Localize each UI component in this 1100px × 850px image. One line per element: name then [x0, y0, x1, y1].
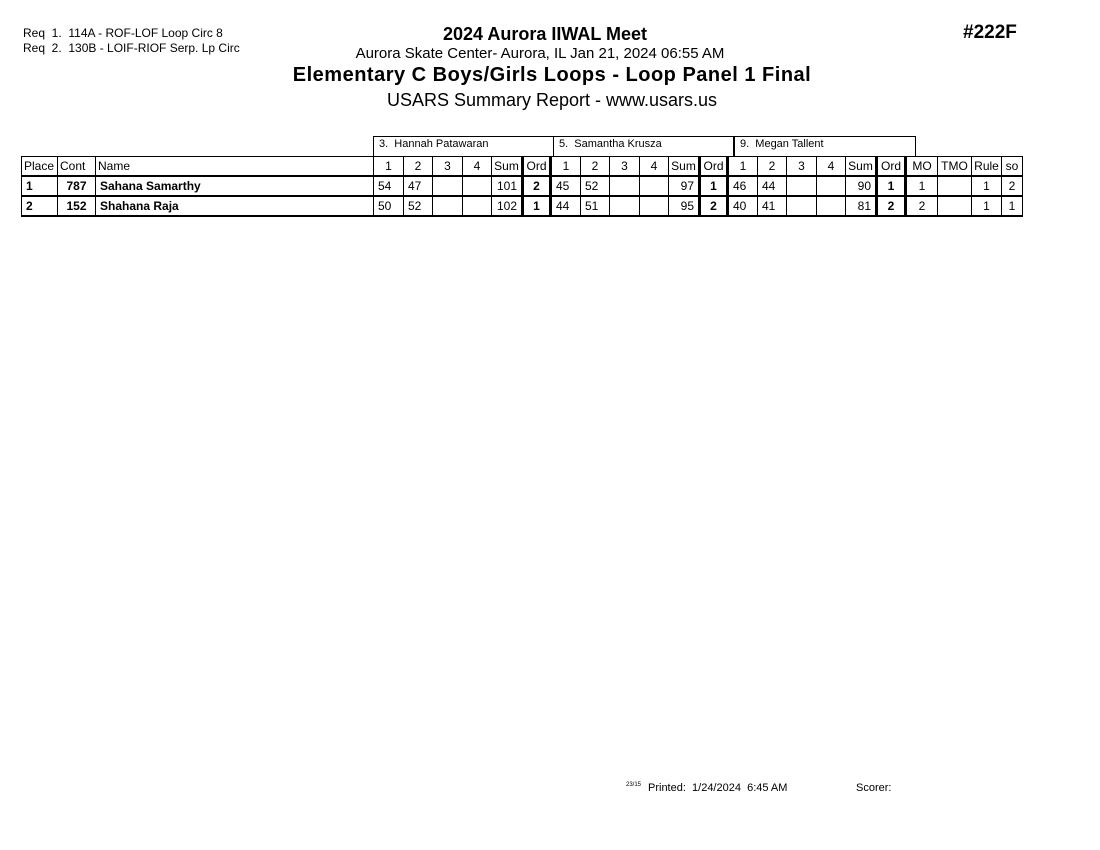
- table-row: [22, 196, 1023, 216]
- col-j2-ord: Ord: [700, 157, 728, 177]
- col-j1-1: 1: [374, 157, 404, 177]
- ord-cell: 1: [877, 176, 906, 196]
- score-cell: [640, 176, 669, 196]
- score-cell: [463, 176, 492, 196]
- meet-subtitle: Aurora Skate Center- Aurora, IL Jan 21, 2024 06:55 AM: [355, 45, 725, 62]
- meet-title: 2024 Aurora IIWAL Meet: [442, 24, 648, 44]
- ord-cell: 2: [877, 196, 906, 216]
- sum-cell: 102: [492, 196, 523, 216]
- tmo-cell: [938, 196, 972, 216]
- score-cell: [610, 176, 640, 196]
- name-cell: Sahana Samarthy: [96, 176, 374, 196]
- rule-cell: 1: [972, 196, 1002, 216]
- sum-cell: 95: [669, 196, 700, 216]
- score-cell: [640, 196, 669, 216]
- mo-cell: 1: [906, 176, 938, 196]
- col-mo: MO: [906, 157, 938, 177]
- col-j1-sum: Sum: [492, 157, 523, 177]
- col-j2-3: 3: [610, 157, 640, 177]
- sum-cell: 81: [846, 196, 877, 216]
- judge-3-header: 9. Megan Tallent: [734, 136, 916, 156]
- score-cell: [817, 196, 846, 216]
- cont-cell: 152: [58, 196, 96, 216]
- score-cell: 51: [581, 196, 610, 216]
- sum-cell: 90: [846, 176, 877, 196]
- mo-cell: 2: [906, 196, 938, 216]
- judge-1-header: 3. Hannah Patawaran: [373, 136, 554, 156]
- col-so: so: [1002, 157, 1023, 177]
- requirement-1: Req 1. 114A - ROF-LOF Loop Circ 8: [23, 26, 223, 40]
- place-cell: 1: [22, 176, 58, 196]
- col-tmo: TMO: [938, 157, 972, 177]
- col-j2-4: 4: [640, 157, 669, 177]
- col-j2-2: 2: [581, 157, 610, 177]
- col-place: Place: [22, 157, 58, 177]
- col-j3-3: 3: [787, 157, 817, 177]
- cont-cell: 787: [58, 176, 96, 196]
- score-cell: [787, 196, 817, 216]
- score-cell: 44: [758, 176, 787, 196]
- col-j3-4: 4: [817, 157, 846, 177]
- score-cell: 45: [551, 176, 581, 196]
- col-j3-2: 2: [758, 157, 787, 177]
- so-cell: 2: [1002, 176, 1023, 196]
- score-cell: [463, 196, 492, 216]
- col-cont: Cont: [58, 157, 96, 177]
- tmo-cell: [938, 176, 972, 196]
- so-cell: 1: [1002, 196, 1023, 216]
- score-cell: 44: [551, 196, 581, 216]
- place-cell: 2: [22, 196, 58, 216]
- sum-cell: 101: [492, 176, 523, 196]
- score-cell: [610, 196, 640, 216]
- ord-cell: 1: [700, 176, 728, 196]
- score-cell: 54: [374, 176, 404, 196]
- printed-timestamp: Printed: 1/24/2024 6:45 AM: [648, 782, 788, 794]
- score-cell: 41: [758, 196, 787, 216]
- ord-cell: 1: [523, 196, 551, 216]
- judge-2-header: 5. Samantha Krusza: [553, 136, 734, 156]
- score-cell: 52: [581, 176, 610, 196]
- rule-cell: 1: [972, 176, 1002, 196]
- col-rule: Rule: [972, 157, 1002, 177]
- col-name: Name: [96, 157, 374, 177]
- col-j1-4: 4: [463, 157, 492, 177]
- ord-cell: 2: [523, 176, 551, 196]
- col-j1-2: 2: [404, 157, 433, 177]
- col-j2-sum: Sum: [669, 157, 700, 177]
- col-j3-sum: Sum: [846, 157, 877, 177]
- requirement-2: Req 2. 130B - LOIF-RIOF Serp. Lp Circ: [23, 41, 240, 55]
- score-cell: [787, 176, 817, 196]
- name-cell: Shahana Raja: [96, 196, 374, 216]
- score-cell: [433, 176, 463, 196]
- score-cell: 46: [728, 176, 758, 196]
- table-row: [22, 176, 1023, 196]
- col-j2-1: 1: [551, 157, 581, 177]
- score-cell: 52: [404, 196, 433, 216]
- footer-code: 23/15: [626, 782, 642, 788]
- event-title: Elementary C Boys/Girls Loops - Loop Panel 1 Final: [292, 64, 812, 86]
- score-cell: [817, 176, 846, 196]
- col-j3-1: 1: [728, 157, 758, 177]
- col-j3-ord: Ord: [877, 157, 906, 177]
- table-header-row: [22, 157, 1023, 177]
- results-table: [21, 156, 1023, 217]
- score-cell: 47: [404, 176, 433, 196]
- ord-cell: 2: [700, 196, 728, 216]
- scorer-label: Scorer:: [856, 782, 892, 794]
- col-j1-3: 3: [433, 157, 463, 177]
- score-cell: 40: [728, 196, 758, 216]
- score-cell: [433, 196, 463, 216]
- report-title: USARS Summary Report - www.usars.us: [386, 90, 718, 110]
- col-j1-ord: Ord: [523, 157, 551, 177]
- score-cell: 50: [374, 196, 404, 216]
- event-number: #222F: [963, 22, 1017, 43]
- sum-cell: 97: [669, 176, 700, 196]
